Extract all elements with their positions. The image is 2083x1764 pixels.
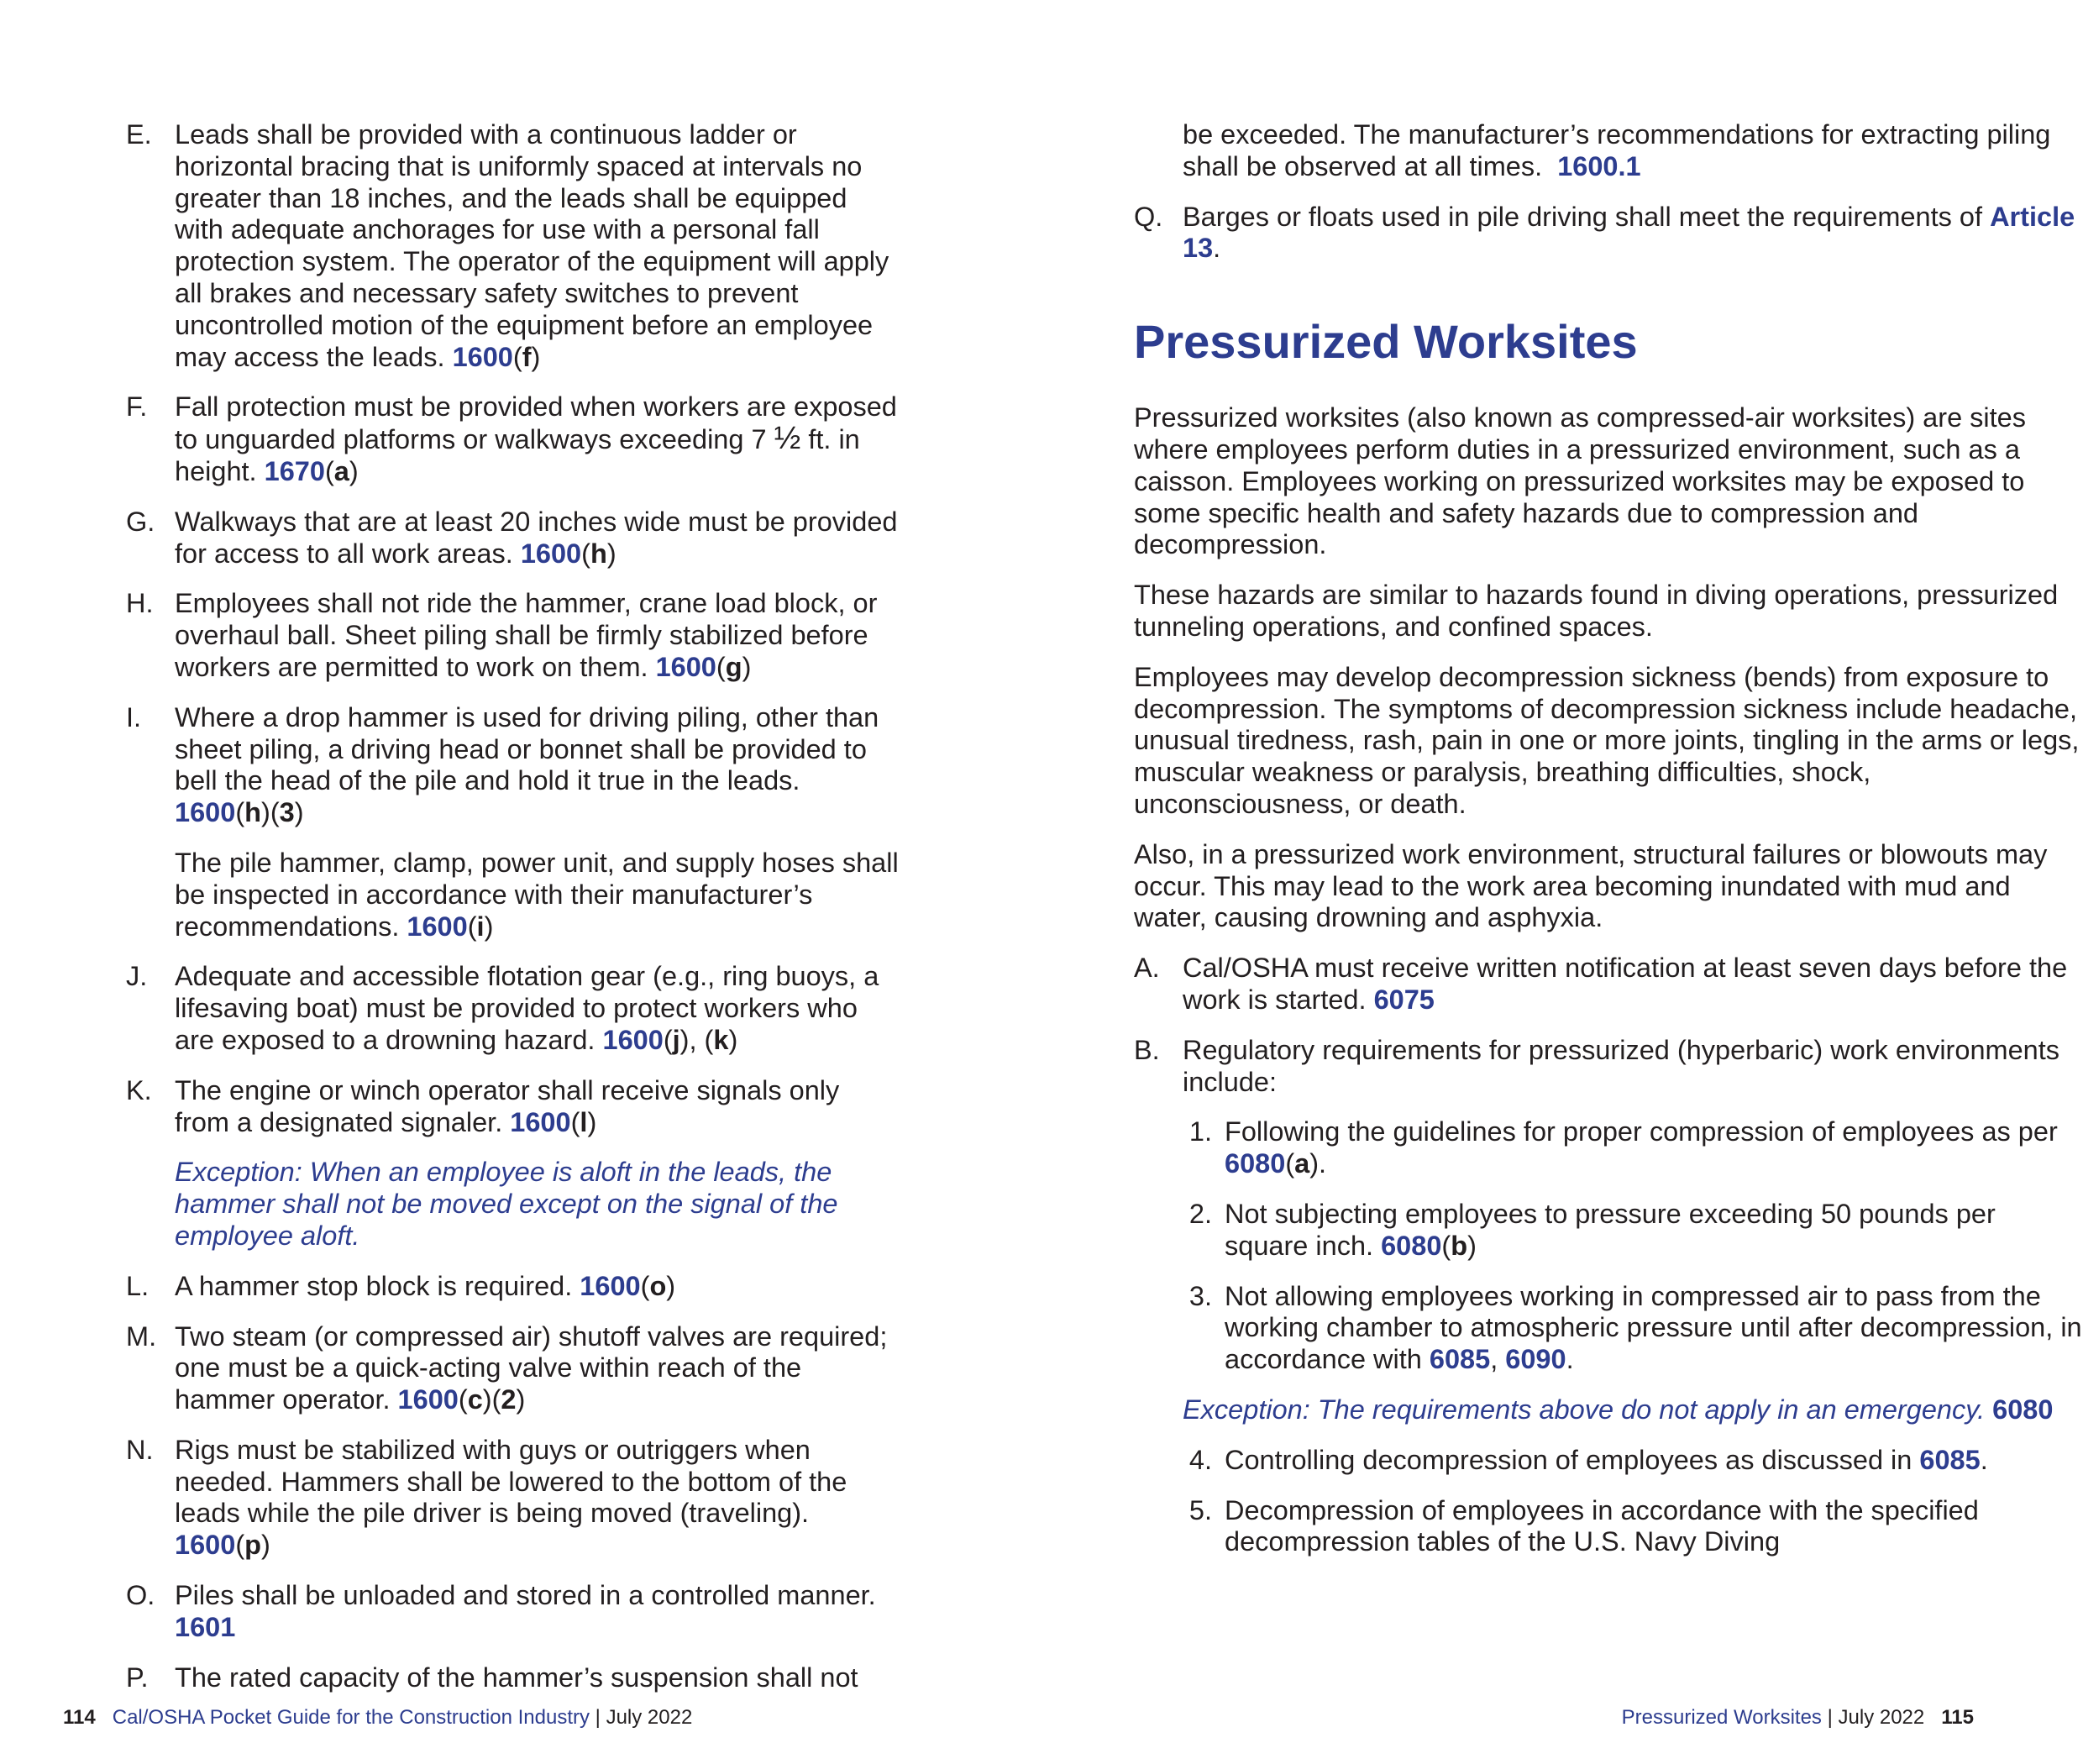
page-number: 114 bbox=[63, 1706, 96, 1729]
subsection: a bbox=[1294, 1148, 1310, 1179]
regulation-link[interactable]: 1600 bbox=[175, 1530, 236, 1561]
subsection: i bbox=[476, 911, 485, 942]
exception-note bbox=[1183, 1394, 2083, 1426]
item-text: Fall protection must be provided when workers are exposed to unguarded platforms or walkways exceeding 7 bbox=[175, 391, 897, 455]
footer-right bbox=[1622, 1705, 1974, 1730]
item-text: Controlling decompression of employees as discussed in bbox=[1225, 1444, 1912, 1475]
fraction: ½ bbox=[774, 421, 801, 457]
punctuation: . bbox=[1980, 1444, 1988, 1475]
item-letter: E. bbox=[126, 119, 152, 150]
regulation-link[interactable]: 1600 bbox=[510, 1106, 571, 1137]
item-letter: F. bbox=[126, 391, 148, 423]
regulation-link[interactable]: 6090 bbox=[1505, 1344, 1566, 1375]
paragraph: These hazards are similar to hazards found in diving operations, pressurized tunneling operations, and confined spaces. bbox=[1134, 580, 2059, 642]
numbered-item-1: 1. Following the guidelines for proper compression of employees as per 6080(a). bbox=[1174, 1116, 2083, 1180]
left-column bbox=[126, 119, 899, 1712]
list-item-m: M. Two steam (or compressed air) shutoff valves are required; one must be a quick-acting valve within reach of the hammer operator. 1600(c)(2) bbox=[126, 1320, 888, 1415]
item-number: 1. bbox=[1188, 1116, 1212, 1147]
item-text: Following the guidelines for proper compression of employees as per bbox=[1225, 1116, 2058, 1147]
list-item-p bbox=[126, 1662, 899, 1694]
subsection: p bbox=[244, 1530, 261, 1561]
subsection: h bbox=[590, 538, 607, 569]
numbered-item-2: 2. Not subjecting employees to pressure exceeding 50 pounds per square inch. 6080(b) bbox=[1174, 1199, 2083, 1263]
regulation-link[interactable]: 1600 bbox=[175, 797, 236, 828]
regulation-link[interactable]: 1600 bbox=[580, 1270, 641, 1301]
list-item-q bbox=[1134, 202, 2083, 265]
footer-left bbox=[63, 1705, 692, 1730]
item-text: Rigs must be stabilized with guys or outriggers when needed. Hammers shall be lowered to the bottom of the leads while the pile driver is being moved (traveling). bbox=[175, 1434, 847, 1529]
punctuation: . bbox=[1319, 1148, 1327, 1179]
regulation-link[interactable]: 1600 bbox=[397, 1384, 459, 1415]
regulation-link[interactable]: 6075 bbox=[1373, 984, 1435, 1015]
numbered-item-5 bbox=[1174, 1495, 2083, 1559]
article-link[interactable]: Article 13 bbox=[1183, 201, 2075, 264]
item-text: Not allowing employees working in compressed air to pass from the working chamber to atmospheric pressure until after decompression, in accordance with bbox=[1225, 1280, 2082, 1375]
subsection: 3 bbox=[279, 797, 295, 828]
regulation-link[interactable]: 1600 bbox=[407, 911, 468, 942]
item-text: The rated capacity of the hammer’s suspension shall not bbox=[175, 1662, 858, 1693]
regulation-link[interactable]: 6085 bbox=[1429, 1344, 1491, 1375]
item-letter: H. bbox=[126, 588, 154, 619]
regulation-link[interactable]: 1670 bbox=[264, 455, 325, 486]
subsection: o bbox=[649, 1270, 667, 1301]
item-text: Leads shall be provided with a continuous ladder or horizontal bracing that is uniformly spaced at intervals no greater than 18 inches, and the leads shall be equipped with adequate anchorages for use with a personal fall protection system. The operator of the equipment will apply all brakes and necessary safety switches to prevent uncontrolled motion of the equipment before an employee may access the leads. bbox=[175, 119, 889, 372]
punctuation: , bbox=[1490, 1344, 1498, 1375]
item-text: Regulatory requirements for pressurized (hyperbaric) work environments include: bbox=[1183, 1034, 2060, 1097]
item-text: The pile hammer, clamp, power unit, and supply hoses shall be inspected in accordance with their manufacturer’s recommendations. bbox=[175, 847, 899, 942]
regulation-link[interactable]: 1600 bbox=[602, 1024, 664, 1055]
item-letter: L. bbox=[126, 1270, 150, 1301]
continued-item-p bbox=[1183, 119, 2083, 183]
list-item-f: F. Fall protection must be provided when workers are exposed to unguarded platforms or walkways exceeding 7 ½ ft. in height. 1670(a) bbox=[126, 391, 897, 486]
footer-title: Cal/OSHA Pocket Guide for the Construction Industry bbox=[112, 1706, 590, 1729]
regulation-link[interactable]: 6080 bbox=[1381, 1230, 1442, 1261]
footer-date: July 2022 bbox=[606, 1706, 693, 1729]
item-letter: Q. bbox=[1134, 201, 1163, 232]
item-text: Where a drop hammer is used for driving piling, other than sheet piling, a driving head or bonnet shall be provided to bell the head of the pile and hold it true in the leads. bbox=[175, 701, 879, 796]
subsection: 2 bbox=[501, 1384, 517, 1415]
item-letter: A. bbox=[1134, 953, 1160, 984]
regulation-link[interactable]: 1600 bbox=[655, 651, 716, 682]
regulation-link[interactable]: 6080 bbox=[1992, 1394, 2054, 1425]
numbered-item-4 bbox=[1174, 1445, 2083, 1477]
list-item-i-note: The pile hammer, clamp, power unit, and supply hoses shall be inspected in accordance with their manufacturer’s recommendations. 1600(i) bbox=[175, 847, 899, 942]
item-text: A hammer stop block is required. bbox=[175, 1270, 573, 1301]
item-text: Barges or floats used in pile driving shall meet the requirements of bbox=[1183, 201, 1983, 232]
paragraph: Also, in a pressurized work environment, structural failures or blowouts may occur. This may lead to the work area becoming inundated with mud and water, causing drowning and asphyxia. bbox=[1134, 838, 2048, 933]
subsection: j bbox=[672, 1024, 680, 1055]
item-text: Walkways that are at least 20 inches wide must be provided for access to all work areas. bbox=[175, 506, 898, 569]
item-letter: P. bbox=[126, 1662, 149, 1693]
regulation-link[interactable]: 6085 bbox=[1919, 1444, 1981, 1475]
right-column bbox=[1134, 119, 2083, 1577]
item-text: Two steam (or compressed air) shutoff valves are required; one must be a quick-acting valve within reach of the hammer operator. bbox=[175, 1320, 888, 1415]
paragraph: Pressurized worksites (also known as compressed-air worksites) are sites where employees perform duties in a pressurized environment, such as a caisson. Employees working on pressurized worksites may be exposed to some specific health and safety hazards due to compression and decompression. bbox=[1134, 402, 2027, 560]
list-item-n: N. Rigs must be stabilized with guys or outriggers when needed. Hammers shall be lowered to the bottom of the leads while the pile driver is being moved (traveling). 1600(p) bbox=[126, 1434, 847, 1561]
item-number: 5. bbox=[1188, 1494, 1212, 1525]
subsection: b bbox=[1451, 1230, 1468, 1261]
paragraph: Employees may develop decompression sickness (bends) from exposure to decompression. The symptoms of decompression sickness include headache, unusual tiredness, rash, pain in one or more joints, tingling in the arms or legs, muscular weakness or paralysis, breathing difficulties, shock, unconsciousness, or death. bbox=[1134, 661, 2080, 819]
punctuation: . bbox=[1213, 233, 1221, 264]
item-letter: I. bbox=[126, 701, 142, 732]
list-item-g: G. Walkways that are at least 20 inches wide must be provided for access to all work areas. 1600(h) bbox=[126, 506, 898, 569]
regulation-link[interactable]: 1600 bbox=[520, 538, 582, 569]
item-text: be exceeded. The manufacturer’s recommendations for extracting piling shall be observed at all times. bbox=[1183, 119, 2051, 181]
item-letter: K. bbox=[126, 1074, 152, 1105]
item-text: Adequate and accessible flotation gear (e.g., ring buoys, a lifesaving boat) must be provided to protect workers who are exposed to a drowning hazard. bbox=[175, 961, 879, 1055]
right-page bbox=[1008, 0, 2082, 1764]
list-item-i: I. Where a drop hammer is used for driving piling, other than sheet piling, a driving head or bonnet shall be provided to bell the head of the pile and hold it true in the leads. 1600(h)(3) bbox=[126, 701, 879, 828]
list-item-j: J. Adequate and accessible flotation gear (e.g., ring buoys, a lifesaving boat) must be provided to protect workers who are exposed to a drowning hazard. 1600(j), (k) bbox=[126, 961, 879, 1055]
subsection: a bbox=[333, 455, 349, 486]
footer-separator: | bbox=[595, 1706, 601, 1729]
item-letter: O. bbox=[126, 1580, 155, 1611]
footer-title: Pressurized Worksites bbox=[1621, 1706, 1822, 1729]
punctuation: . bbox=[1566, 1344, 1574, 1375]
regulation-link[interactable]: 1600 bbox=[452, 341, 513, 372]
item-text: Not subjecting employees to pressure exceeding 50 pounds per square inch. bbox=[1225, 1198, 1996, 1261]
item-number: 2. bbox=[1188, 1198, 1212, 1229]
subsection: c bbox=[467, 1384, 483, 1415]
item-text: The engine or winch operator shall receive signals only from a designated signaler. bbox=[175, 1074, 840, 1137]
list-item-e: E. Leads shall be provided with a continuous ladder or horizontal bracing that is uniformly spaced at intervals no greater than 18 inches, and the leads shall be equipped with adequate anchorages for use with a personal fall protection system. The operator of the equipment will apply all brakes and necessary safety switches to prevent uncontrolled motion of the equipment before an employee may access the leads. 1600(f) bbox=[126, 119, 889, 372]
regulation-link[interactable]: 1601 bbox=[175, 1611, 236, 1642]
exception-text: Exception: The requirements above do not apply in an emergency. bbox=[1183, 1394, 1986, 1425]
regulation-link[interactable]: 6080 bbox=[1225, 1148, 1286, 1179]
subsection: l bbox=[580, 1106, 588, 1137]
item-text: Employees shall not ride the hammer, crane load block, or overhaul ball. Sheet piling shall be firmly stabilized before workers are permitted to work on them. bbox=[175, 588, 878, 682]
footer-separator: | bbox=[1827, 1706, 1833, 1729]
list-item-b bbox=[1134, 1035, 2083, 1099]
exception-note: Exception: When an employee is aloft in the leads, the hammer shall not be moved except on the signal of the employee aloft. bbox=[175, 1157, 838, 1251]
item-text-cont: ft. in height. bbox=[175, 424, 860, 486]
section-heading: Pressurized Worksites bbox=[1134, 315, 1638, 369]
subsection: f bbox=[522, 341, 532, 372]
item-letter: N. bbox=[126, 1434, 154, 1465]
item-number: 3. bbox=[1188, 1280, 1212, 1311]
list-item-o bbox=[126, 1580, 899, 1644]
list-item-a bbox=[1134, 953, 2083, 1016]
item-text: Cal/OSHA must receive written notification at least seven days before the work is started. bbox=[1183, 953, 2068, 1015]
subsection: h bbox=[244, 797, 261, 828]
item-letter: M. bbox=[126, 1320, 157, 1352]
item-letter: J. bbox=[126, 961, 148, 992]
subsection: k bbox=[713, 1024, 729, 1055]
list-item-l: L. A hammer stop block is required. 1600(o) bbox=[126, 1270, 676, 1301]
left-page bbox=[0, 0, 1008, 1764]
footer-date: July 2022 bbox=[1838, 1706, 1925, 1729]
list-item-h: H. Employees shall not ride the hammer, crane load block, or overhaul ball. Sheet piling shall be firmly stabilized before workers are permitted to work on them. 1600(g) bbox=[126, 588, 878, 682]
item-text: Decompression of employees in accordance with the specified decompression tables of the U.S. Navy Diving bbox=[1225, 1494, 1979, 1557]
item-letter: G. bbox=[126, 506, 155, 537]
subsection: g bbox=[725, 651, 742, 682]
page-number: 115 bbox=[1941, 1706, 1974, 1729]
regulation-link[interactable]: 1600.1 bbox=[1557, 150, 1641, 181]
item-letter: B. bbox=[1134, 1034, 1160, 1065]
numbered-item-3 bbox=[1174, 1281, 2083, 1376]
list-item-k: K. The engine or winch operator shall receive signals only from a designated signaler. 1600(l) bbox=[126, 1074, 840, 1137]
item-number: 4. bbox=[1188, 1444, 1212, 1475]
item-text: Piles shall be unloaded and stored in a controlled manner. bbox=[175, 1580, 876, 1611]
